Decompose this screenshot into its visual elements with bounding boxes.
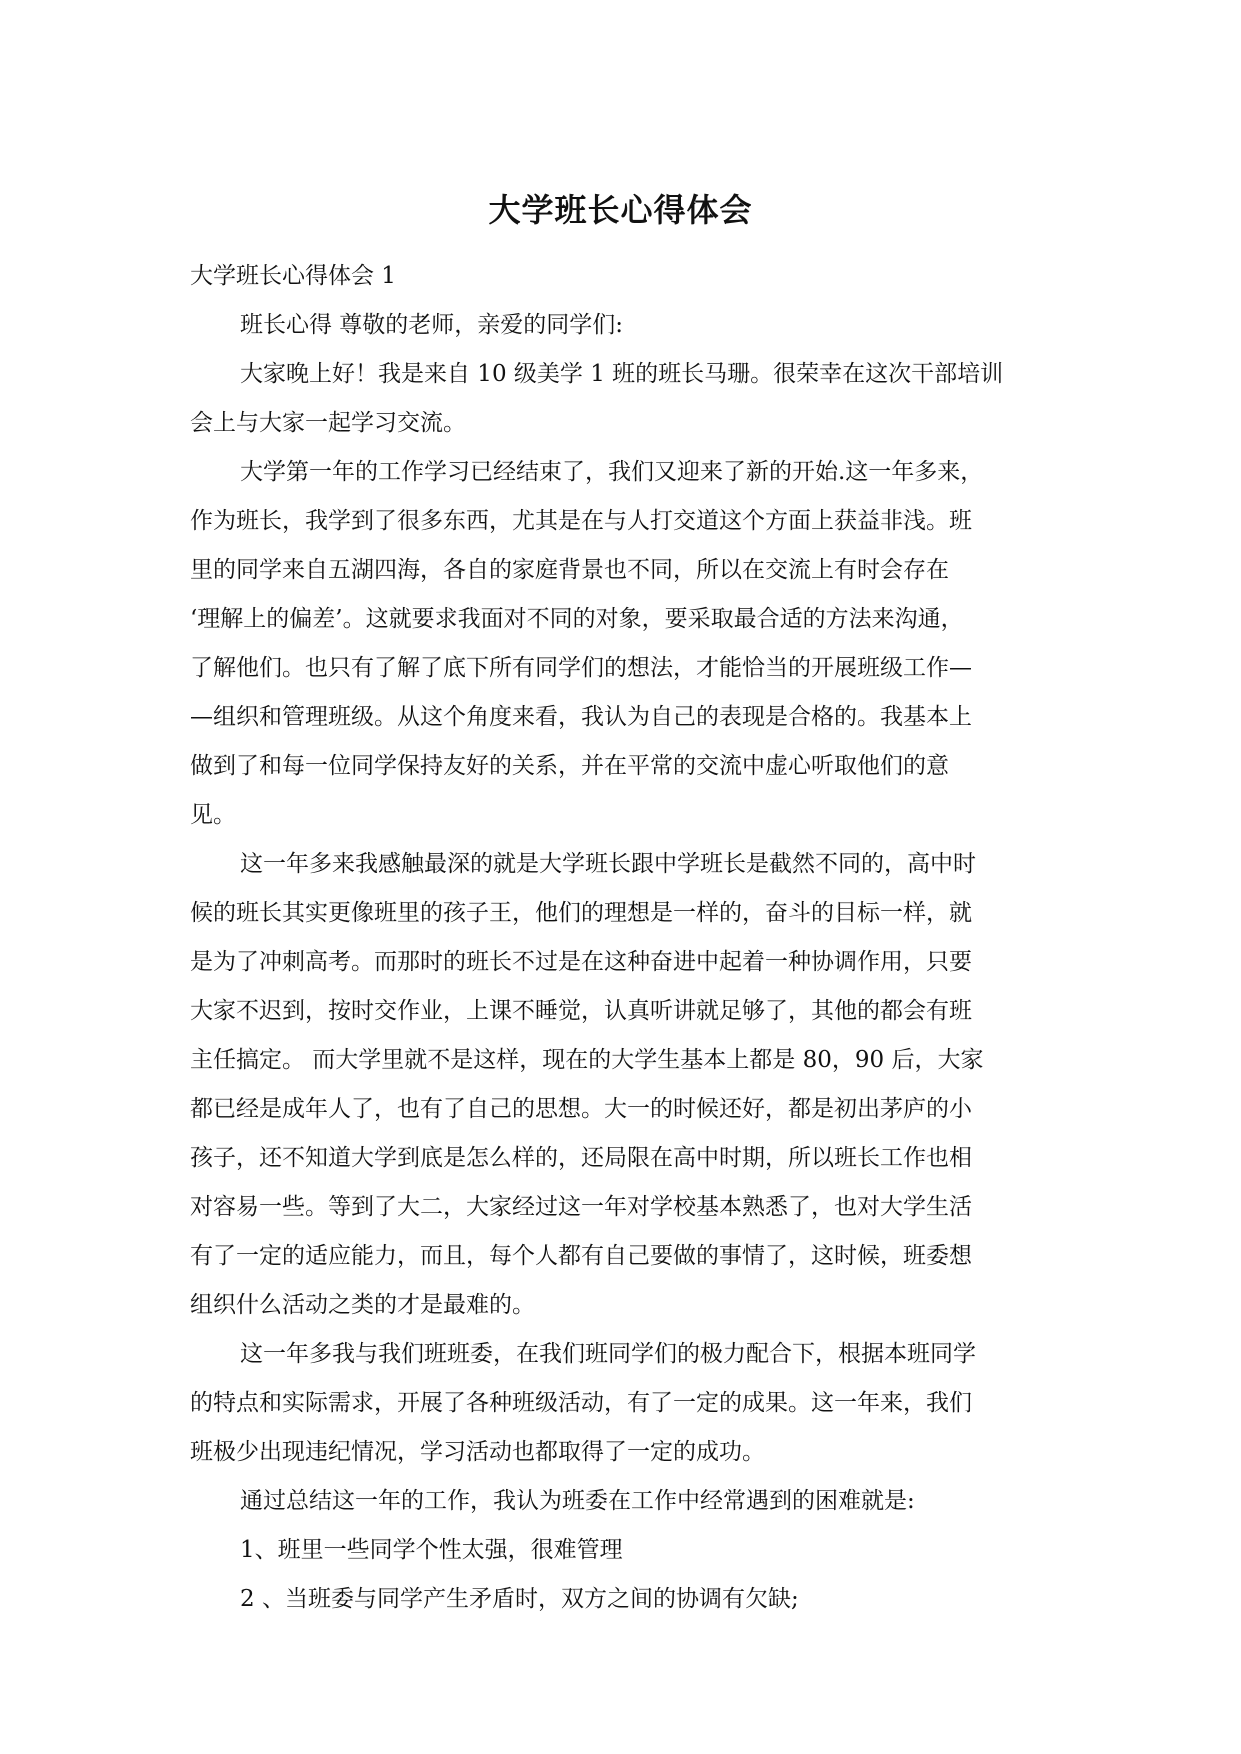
text-line: 大家不迟到，按时交作业，上课不睡觉，认真听讲就足够了，其他的都会有班 [190,998,972,1024]
text-line: 班极少出现违纪情况，学习活动也都取得了一定的成功。 [190,1439,765,1465]
text-line: 这一年多来我感触最深的就是大学班长跟中学班长是截然不同的，高中时 [240,851,976,877]
text-line: 做到了和每一位同学保持友好的关系，并在平常的交流中虚心听取他们的意 [190,753,949,779]
text-line: 里的同学来自五湖四海，各自的家庭背景也不同，所以在交流上有时会存在 [190,557,949,583]
text-line: —组织和管理班级。从这个角度来看，我认为自己的表现是合格的。我基本上 [190,704,972,730]
text-line: 大家晚上好！我是来自 10 级美学 1 班的班长马珊。很荣幸在这次干部培训 [240,361,1004,387]
text-line: 对容易一些。等到了大二，大家经过这一年对学校基本熟悉了，也对大学生活 [190,1194,972,1220]
text-line: 班长心得 尊敬的老师，亲爱的同学们: [240,312,624,338]
text-line: 有了一定的适应能力，而且，每个人都有自己要做的事情了，这时候，班委想 [190,1243,972,1269]
text-line: 这一年多我与我们班班委，在我们班同学们的极力配合下，根据本班同学 [240,1341,976,1367]
text-line: 通过总结这一年的工作，我认为班委在工作中经常遇到的困难就是: [240,1488,915,1514]
text-line: 作为班长，我学到了很多东西，尤其是在与人打交道这个方面上获益非浅。班 [190,508,972,534]
text-line: 大学班长心得体会 1 [190,263,396,289]
text-line: 主任搞定。 而大学里就不是这样，现在的大学生基本上都是 80，90 后，大家 [190,1047,984,1073]
document-title: 大学班长心得体会 [488,191,753,229]
text-line: 孩子，还不知道大学到底是怎么样的，还局限在高中时期，所以班长工作也相 [190,1145,972,1171]
text-line: 的特点和实际需求，开展了各种班级活动，有了一定的成果。这一年来，我们 [190,1390,972,1416]
text-line: 大学第一年的工作学习已经结束了，我们又迎来了新的开始.这一年多来， [240,459,984,485]
text-line: 了解他们。也只有了解了底下所有同学们的想法，才能恰当的开展班级工作— [190,655,972,681]
text-line: 1、班里一些同学个性太强，很难管理 [240,1537,623,1563]
text-line: 候的班长其实更像班里的孩子王，他们的理想是一样的，奋斗的目标一样，就 [190,900,972,926]
text-line: 是为了冲刺高考。而那时的班长不过是在这种奋进中起着一种协调作用，只要 [190,949,972,975]
text-line: ‘理解上的偏差’。这就要求我面对不同的对象，要采取最合适的方法来沟通， [190,606,964,632]
text-line: 组织什么活动之类的才是最难的。 [190,1292,535,1318]
text-line: 都已经是成年人了，也有了自己的思想。大一的时候还好，都是初出茅庐的小 [190,1096,972,1122]
document-body [190,252,1056,1624]
text-line: 会上与大家一起学习交流。 [190,410,466,436]
text-line: 2 、当班委与同学产生矛盾时，双方之间的协调有欠缺; [240,1586,799,1612]
text-line: 见。 [190,802,236,828]
